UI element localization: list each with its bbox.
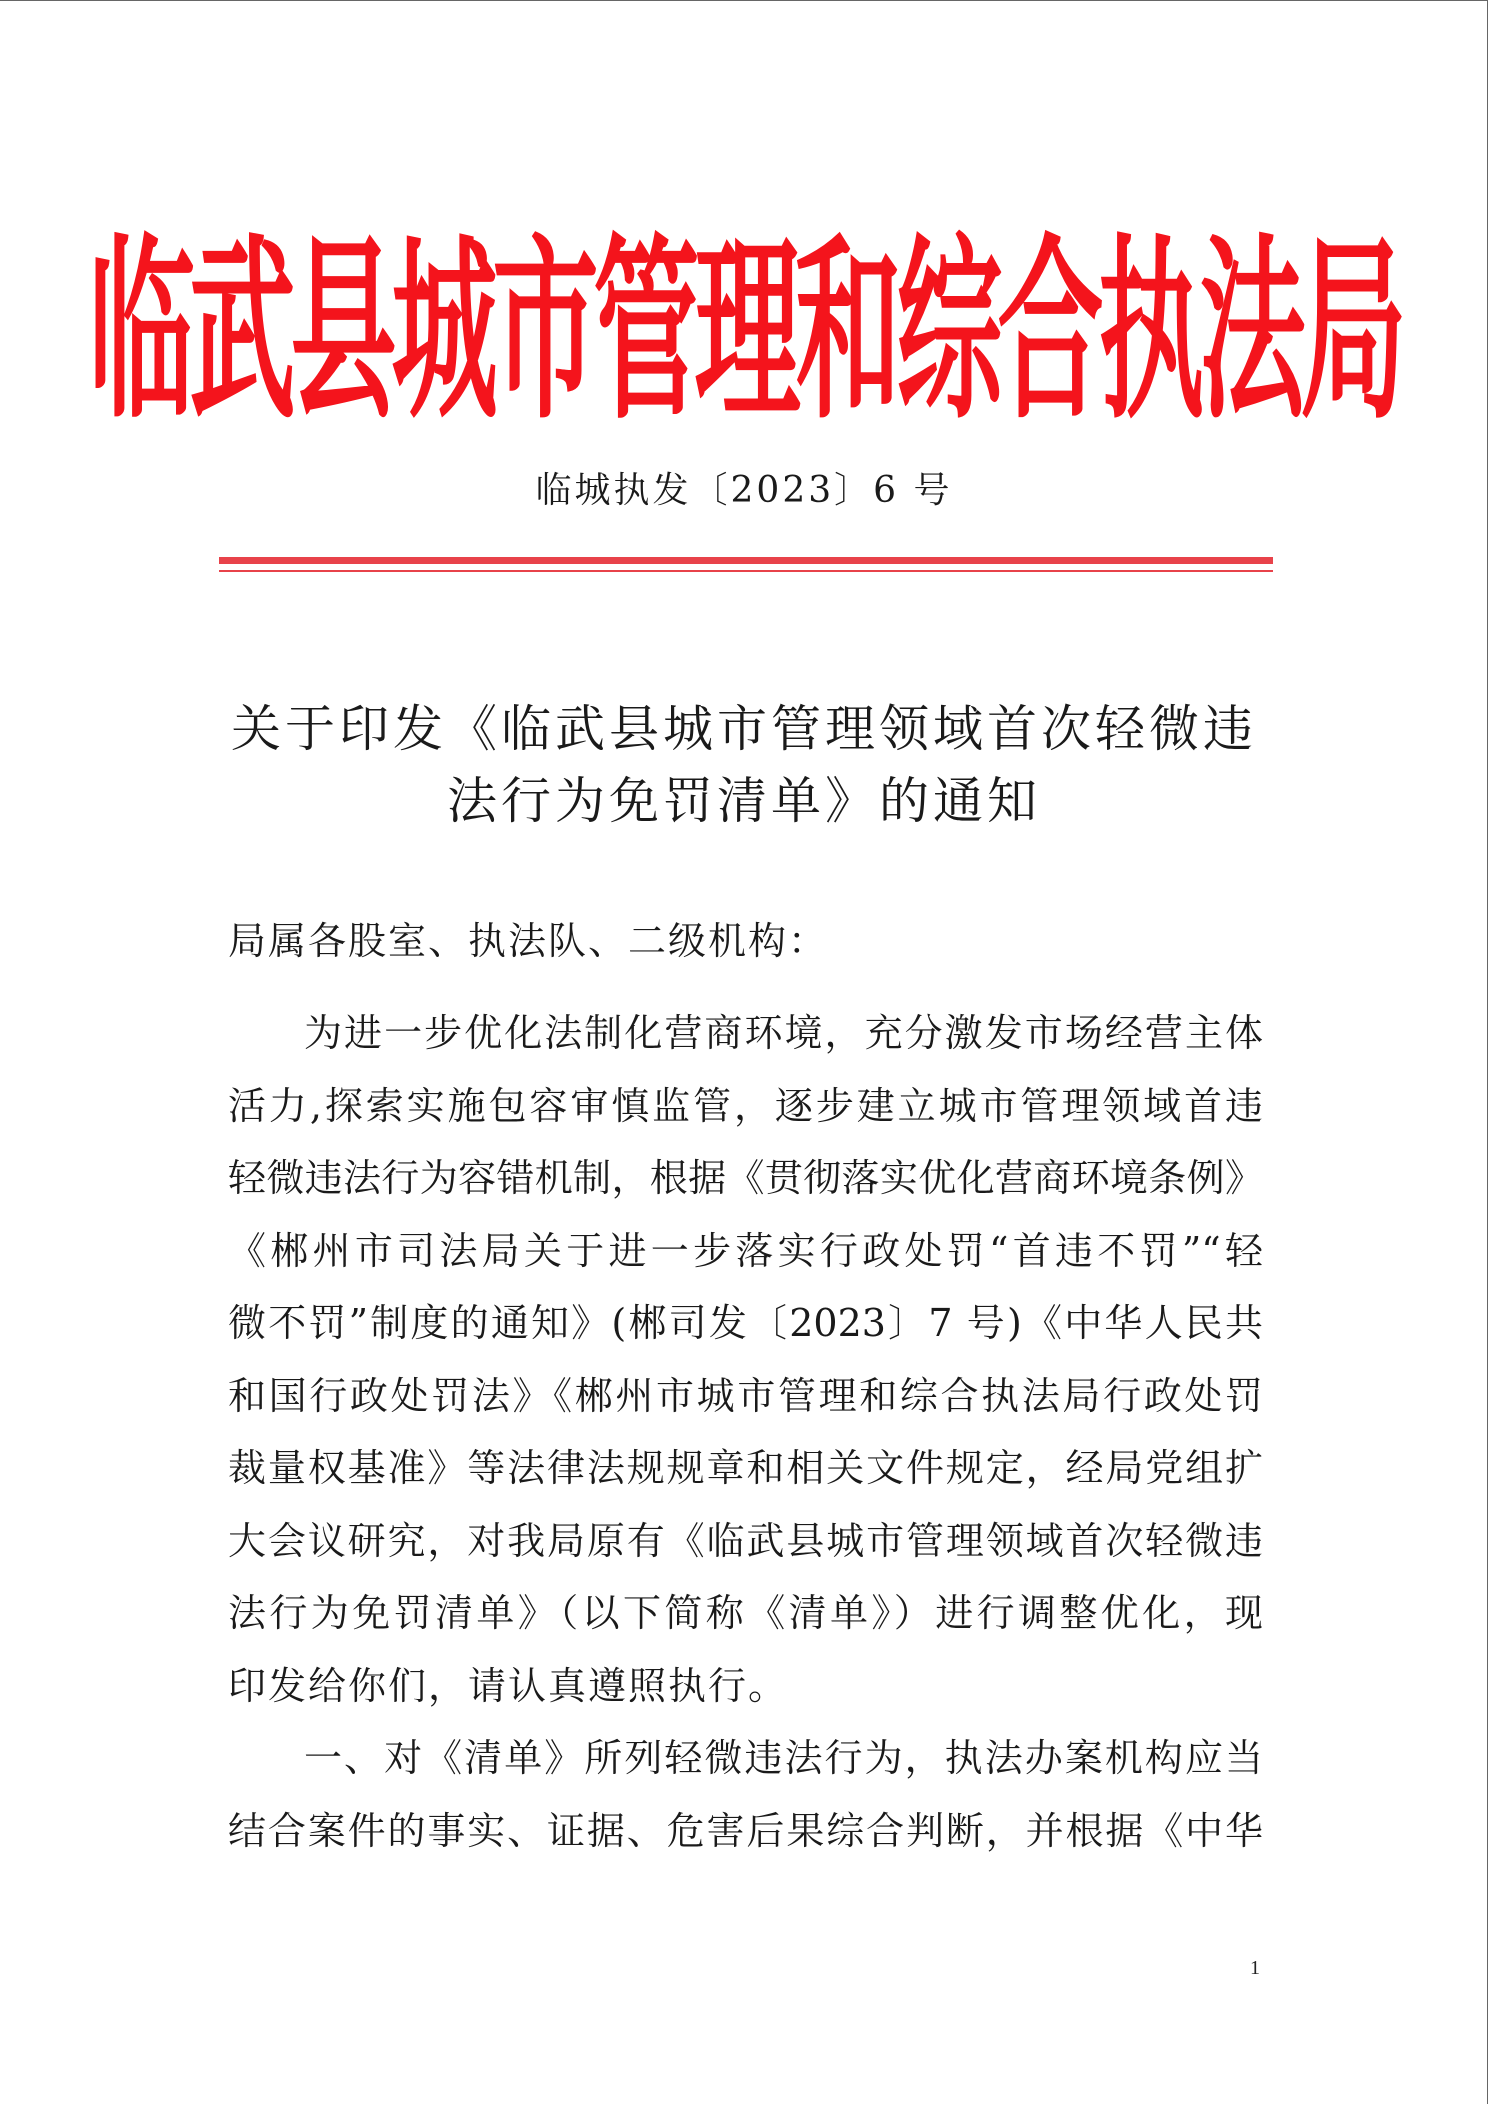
body-line: 微不罚”制度的通知》(郴司发〔2023〕7 号)《中华人民共 [228,1301,1263,1345]
document-number: 临城执发〔2023〕6 号 [535,470,953,511]
body-line: 为进一步优化法制化营商环境，充分激发市场经营主体 [304,1011,1263,1055]
issuer-name: 临武县城市管理和综合执法局 [88,216,1402,445]
body-line: 印发给你们，请认真遵照执行。 [228,1663,789,1708]
body-line: 《郴州市司法局关于进一步落实行政处罚“首违不罚”“轻 [228,1228,1263,1273]
document-title [215,693,1273,837]
body-line: 大会议研究，对我局原有《临武县城市管理领域首次轻微违 [228,1518,1263,1563]
salutation: 局属各股室、执法队、二级机构： [228,919,829,963]
red-separator-thick [219,557,1273,564]
body-line: 裁量权基准》等法律法规规章和相关文件规定，经局党组扩 [228,1446,1263,1490]
body-line: 活力,探索实施包容审慎监管，逐步建立城市管理领域首违 [228,1083,1263,1128]
title-line-2: 法行为免罚清单》的通知 [447,772,1041,830]
body-line: 结合案件的事实、证据、危害后果综合判断，并根据《中华 [228,1808,1263,1853]
body-line: 一、对《清单》所列轻微违法行为，执法办案机构应当 [304,1736,1263,1780]
body-line: 轻微违法行为容错机制，根据《贯彻落实优化营商环境条例》 [228,1156,1263,1200]
title-line-1: 关于印发《临武县城市管理领域首次轻微违 [231,700,1257,758]
body-text [228,997,1263,1867]
body-line: 法行为免罚清单》（以下简称《清单》）进行调整优化，现 [228,1591,1263,1635]
body-line: 和国行政处罚法》《郴州市城市管理和综合执法局行政处罚 [228,1373,1263,1418]
red-separator-thin [219,570,1273,572]
page-number: 1 [1250,1957,1260,1979]
